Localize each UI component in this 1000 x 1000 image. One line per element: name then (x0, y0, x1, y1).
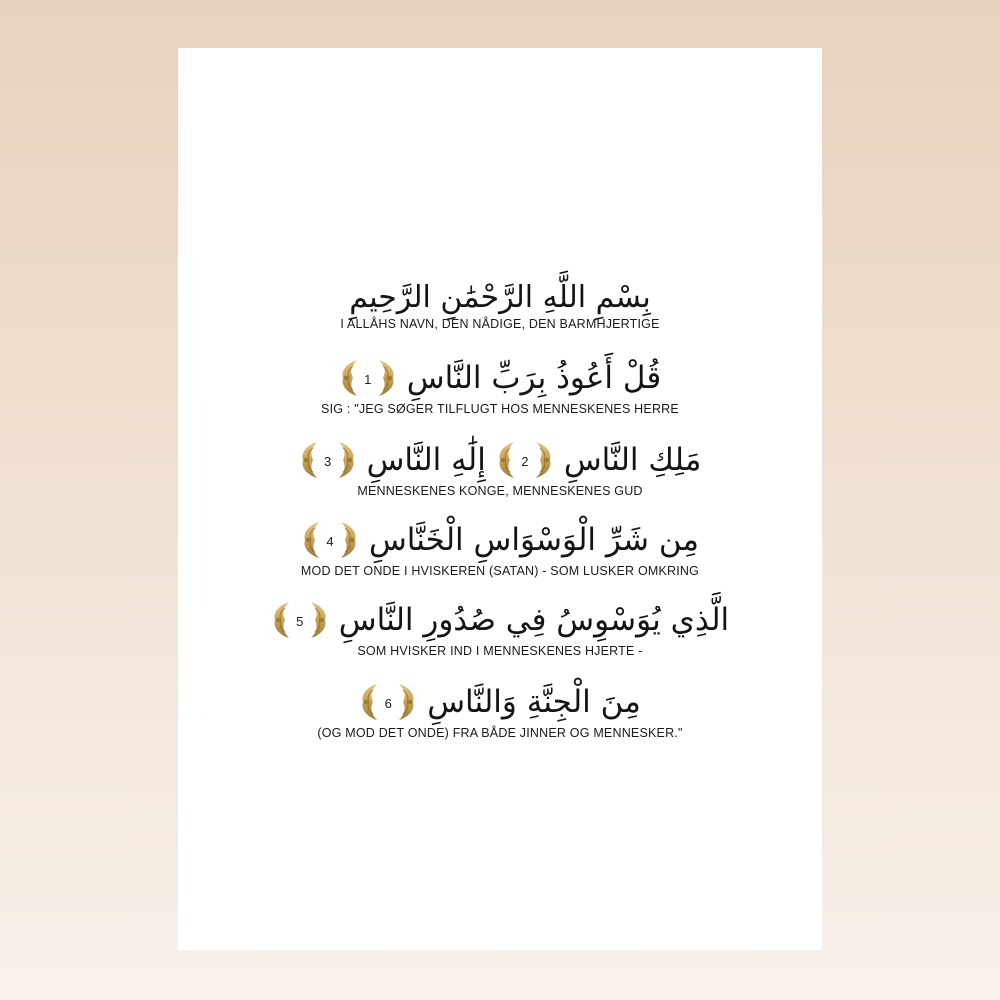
verse-5-line (271, 598, 729, 642)
ayah-number: 4 (326, 533, 334, 549)
basmala-arabic: بِسْمِ اللَّهِ الرَّحْمَٰنِ الرَّحِيمِ (349, 280, 651, 315)
verse-4-translation: MOD DET ONDE I HVISKEREN (SATAN) - SOM LUSKER OMKRING (300, 564, 700, 578)
verse-1-arabic: قُلْ أَعُوذُ بِرَبِّ النَّاسِ (406, 360, 662, 396)
verse-2-3 (178, 438, 822, 498)
ayah-marker-3 (299, 438, 357, 482)
verse-6-line (359, 680, 641, 724)
verse-2-3-translation: MENNESKENES KONGE, MENNESKENES GUD (357, 484, 643, 498)
ayah-number: 2 (521, 453, 529, 469)
verse-1 (178, 356, 822, 416)
basmala-block (178, 280, 822, 331)
ayah-marker-2 (496, 438, 554, 482)
verse-5-translation: SOM HVISKER IND I MENNESKENES HJERTE - (357, 644, 643, 658)
verse-3-arabic: إِلَٰهِ النَّاسِ (366, 442, 486, 478)
verse-2-arabic: مَلِكِ النَّاسِ (563, 442, 702, 478)
verse-6-arabic: مِنَ الْجِنَّةِ وَالنَّاسِ (427, 684, 641, 720)
ayah-marker-1 (339, 356, 397, 400)
ayah-marker-6 (359, 680, 417, 724)
ayah-number: 6 (384, 695, 392, 711)
verse-5 (178, 598, 822, 658)
ayah-number: 1 (364, 371, 372, 387)
verse-2-3-line (299, 438, 702, 482)
ayah-marker-4 (301, 518, 359, 562)
verse-1-line (339, 356, 661, 400)
basmala-translation: I ALLÅHS NAVN, DEN NÅDIGE, DEN BARMHJERTIGE (340, 317, 660, 331)
verse-6-translation: (OG MOD DET ONDE) FRA BÅDE JINNER OG MENNESKER." (317, 726, 683, 740)
verse-1-translation: SIG : "JEG SØGER TILFLUGT HOS MENNESKENES HERRE (321, 402, 679, 416)
verse-4-line (301, 518, 699, 562)
verse-5-arabic: الَّذِي يُوَسْوِسُ فِي صُدُورِ النَّاسِ (338, 602, 730, 638)
verse-4-arabic: مِن شَرِّ الْوَسْوَاسِ الْخَنَّاسِ (368, 522, 700, 558)
ayah-number: 5 (296, 613, 304, 629)
poster (178, 48, 822, 950)
verse-6 (178, 680, 822, 740)
ayah-marker-5 (271, 598, 329, 642)
verse-4 (178, 518, 822, 578)
ayah-number: 3 (323, 453, 332, 469)
